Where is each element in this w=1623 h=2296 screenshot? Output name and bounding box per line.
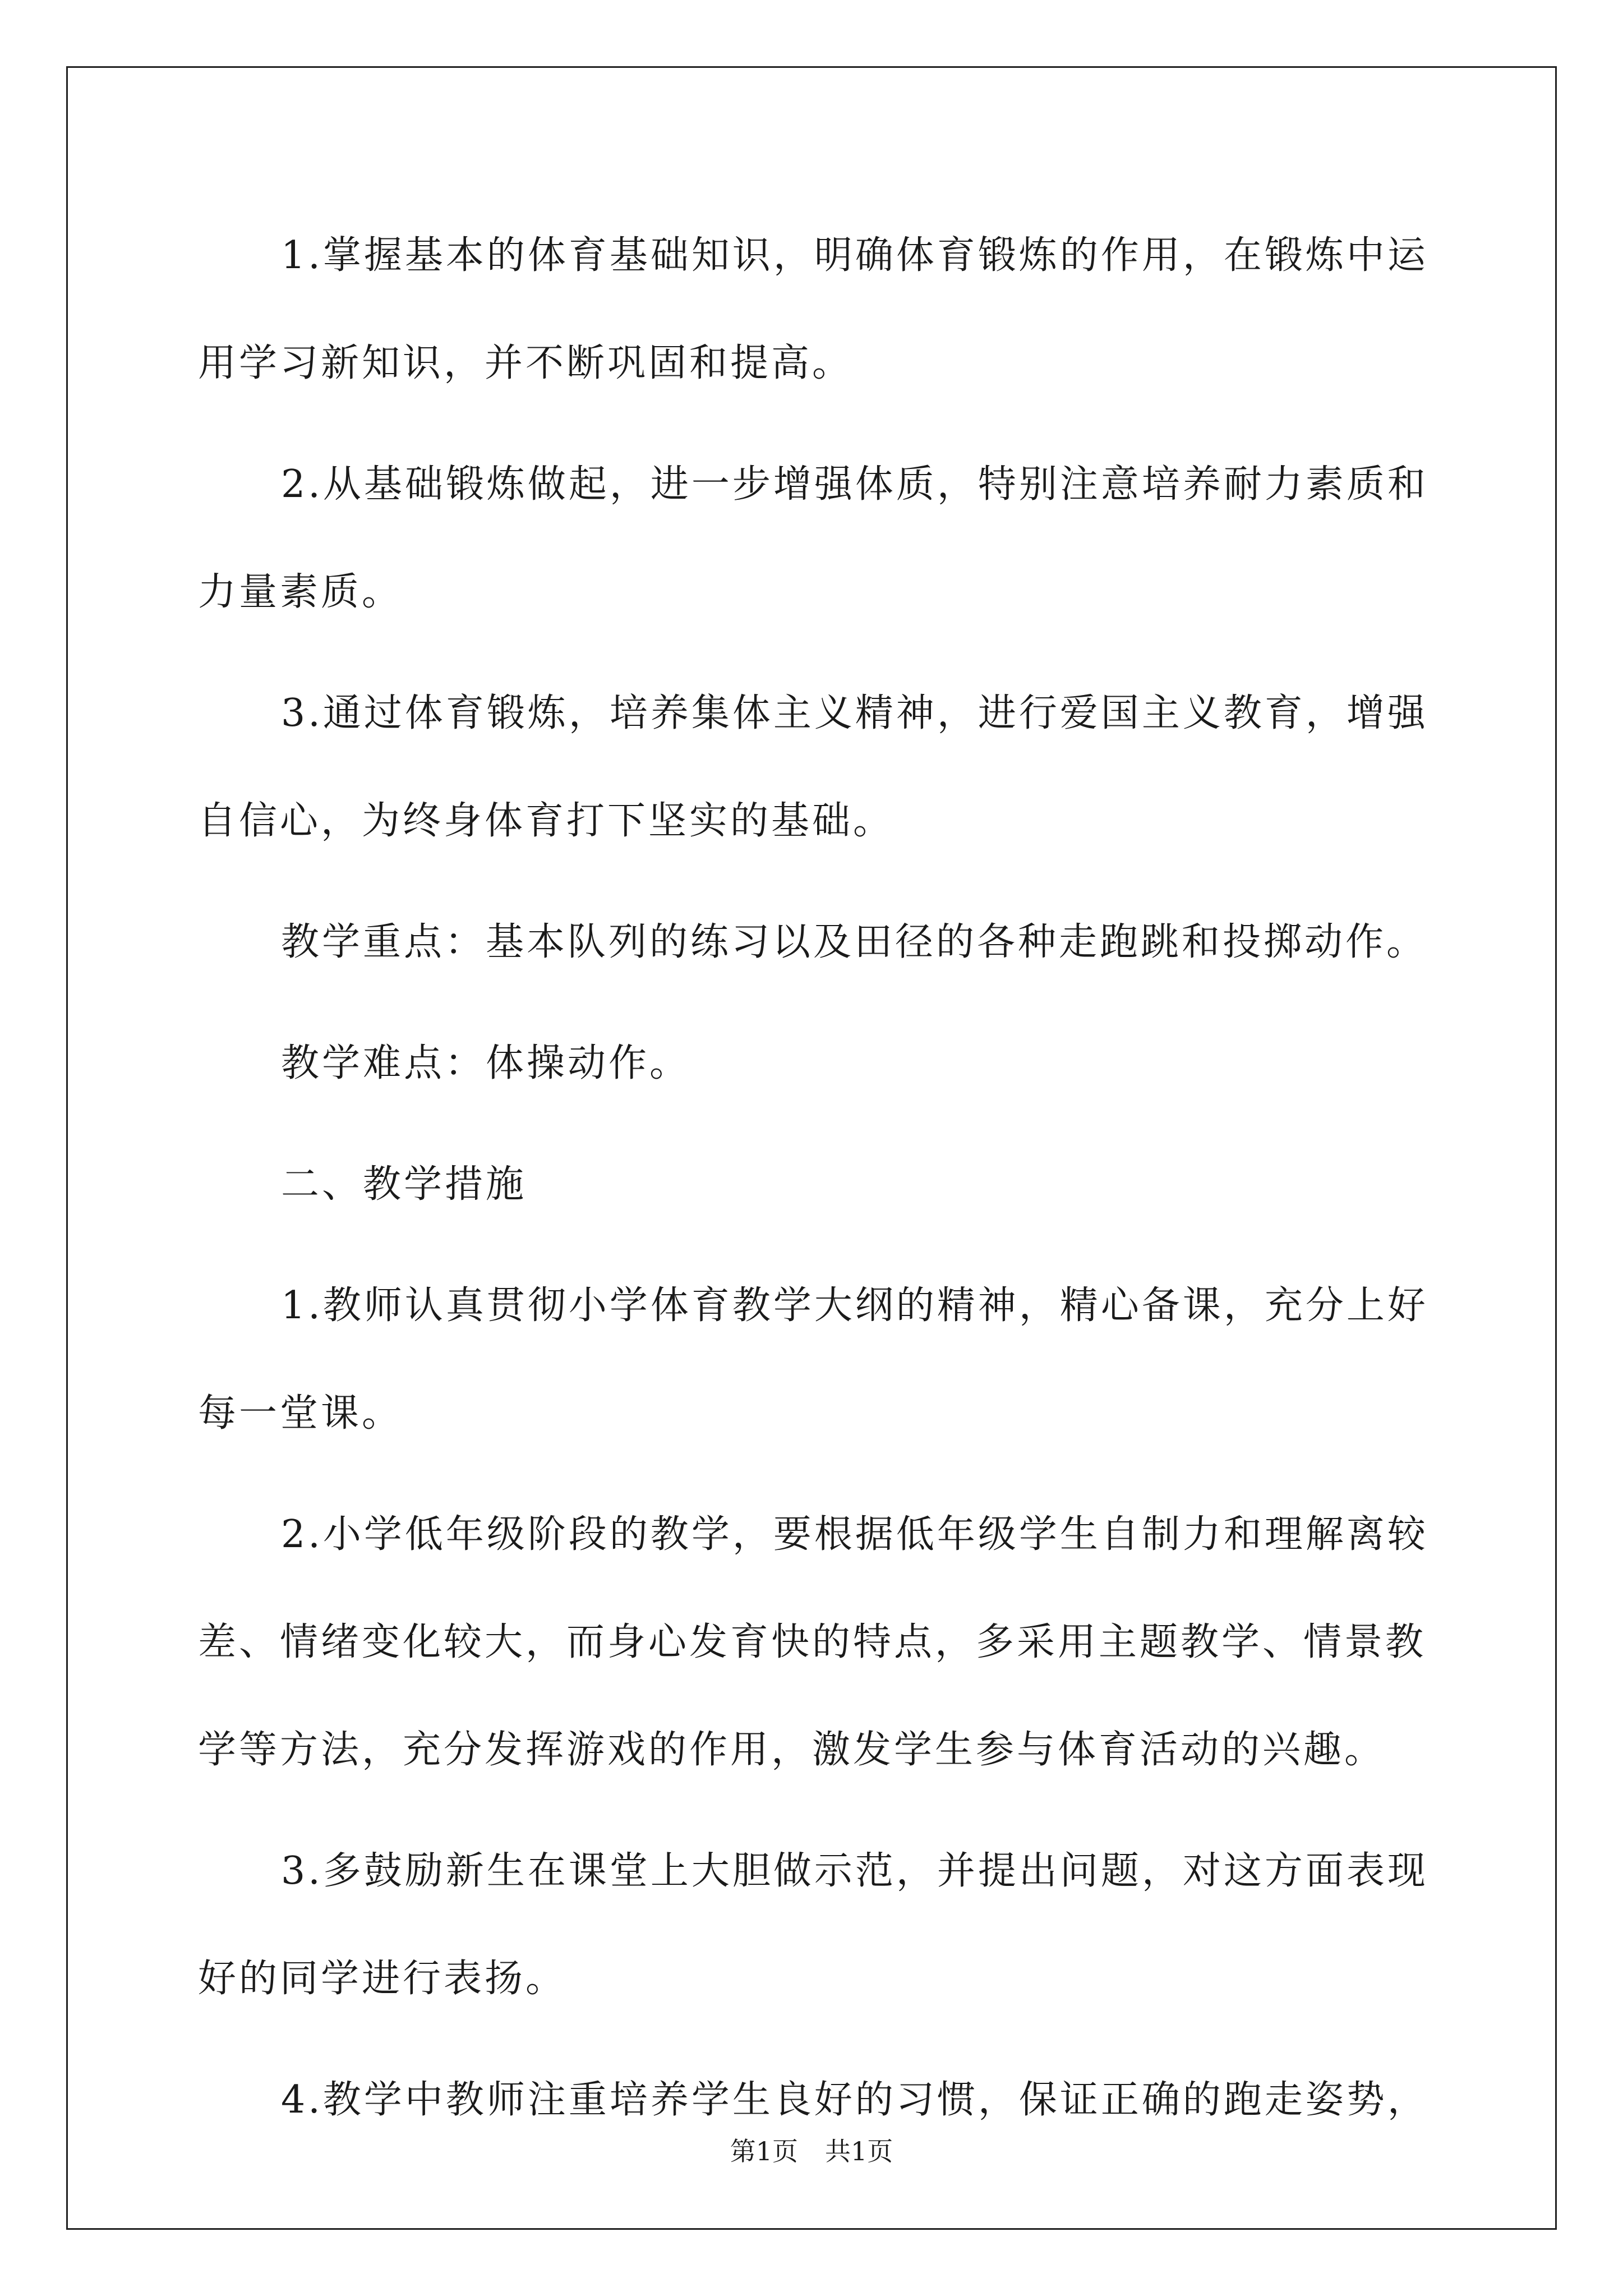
page-number: 第1页 bbox=[730, 2136, 798, 2166]
page-footer bbox=[0, 2134, 1623, 2168]
paragraph: 1.教师认真贯彻小学体育教学大纲的精神，精心备课，充分上好每一堂课。 bbox=[198, 1283, 1428, 1435]
paragraph: 2.小学低年级阶段的教学，要根据低年级学生自制力和理解离较差、情绪变化较大，而身心发育快的特点，多采用主题教学、情景教学等方法，充分发挥游戏的作用，激发学生参与体育活动的兴趣。 bbox=[198, 1512, 1428, 1772]
paragraph: 4.教学中教师注重培养学生良好的习惯，保证正确的跑走姿势， bbox=[281, 2078, 1428, 2122]
paragraph: 3.通过体育锻炼，培养集体主义精神，进行爱国主义教育，增强自信心，为终身体育打下坚实的基础。 bbox=[198, 691, 1428, 843]
section-heading: 二、教学措施 bbox=[281, 1162, 527, 1207]
paragraph: 3.多鼓励新生在课堂上大胆做示范，并提出问题，对这方面表现好的同学进行表扬。 bbox=[198, 1849, 1428, 2001]
paragraph: 教学难点：体操动作。 bbox=[281, 1041, 691, 1085]
document-body bbox=[198, 202, 1432, 2168]
paragraph: 1.掌握基本的体育基础知识，明确体育锻炼的作用，在锻炼中运用学习新知识，并不断巩固和提高。 bbox=[198, 233, 1428, 385]
paragraph: 2.从基础锻炼做起，进一步增强体质，特别注意培养耐力素质和力量素质。 bbox=[198, 462, 1428, 614]
paragraph: 教学重点：基本队列的练习以及田径的各种走跑跳和投掷动作。 bbox=[281, 920, 1428, 964]
page-total: 共1页 bbox=[825, 2136, 893, 2166]
